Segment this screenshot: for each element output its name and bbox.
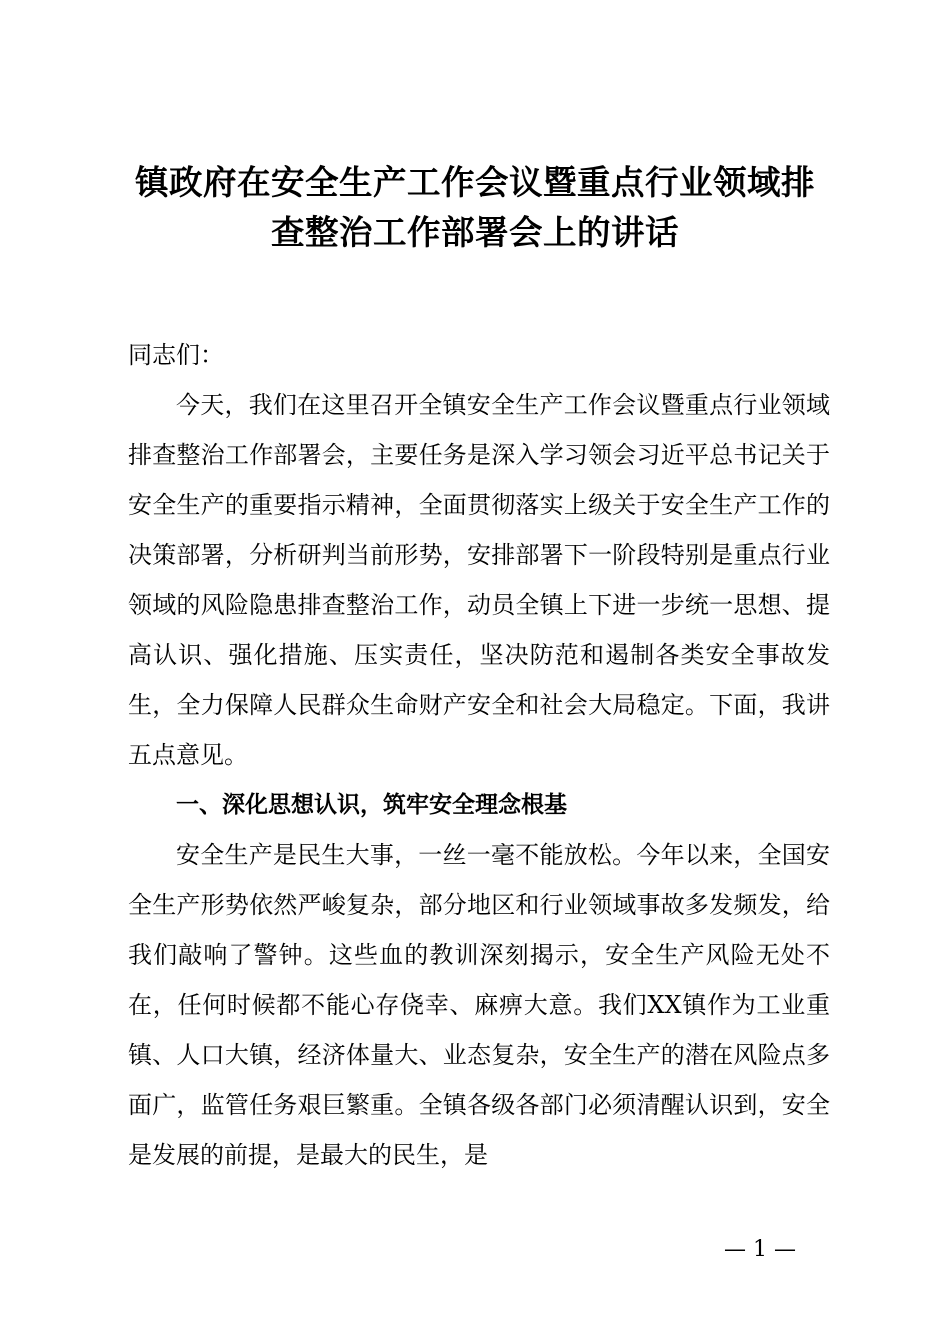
salutation: 同志们： (128, 341, 224, 369)
page-number: — 1 — (724, 1237, 796, 1262)
opening-paragraph: 今天，我们在这里召开全镇安全生产工作会议暨重点行业领域排查整治工作部署会，主要任务是深入学习领会习近平总书记关于安全生产的重要指示精神，全面贯彻落实上级关于安全生产工作的决策部署，分析研判当前形势，安排部署下一阶段特别是重点行业领域的风险隐患排查整治工作，动员全镇上下进一步统一思想、提高认识、强化措施、压实责任，坚决防范和遏制各类安全事故发生，全力保障人民群众生命财产安全和社会大局稳定。下面，我讲五点意见。 (128, 391, 830, 769)
document-body (128, 330, 830, 1180)
title-line-2: 查整治工作部署会上的讲话 (271, 213, 679, 252)
document-title (110, 158, 840, 258)
title-line-1: 镇政府在安全生产工作会议暨重点行业领域排 (135, 163, 815, 202)
section-1-paragraph: 安全生产是民生大事，一丝一毫不能放松。今年以来，全国安全生产形势依然严峻复杂，部分地区和行业领域事故多发频发，给我们敲响了警钟。这些血的教训深刻揭示，安全生产风险无处不在，任何时候都不能心存侥幸、麻痹大意。我们XX镇作为工业重镇、人口大镇，经济体量大、业态复杂，安全生产的潜在风险点多面广，监管任务艰巨繁重。全镇各级各部门必须清醒认识到，安全是发展的前提，是最大的民生，是 (128, 841, 830, 1169)
section-heading-1: 一、深化思想认识，筑牢安全理念根基 (176, 792, 567, 818)
